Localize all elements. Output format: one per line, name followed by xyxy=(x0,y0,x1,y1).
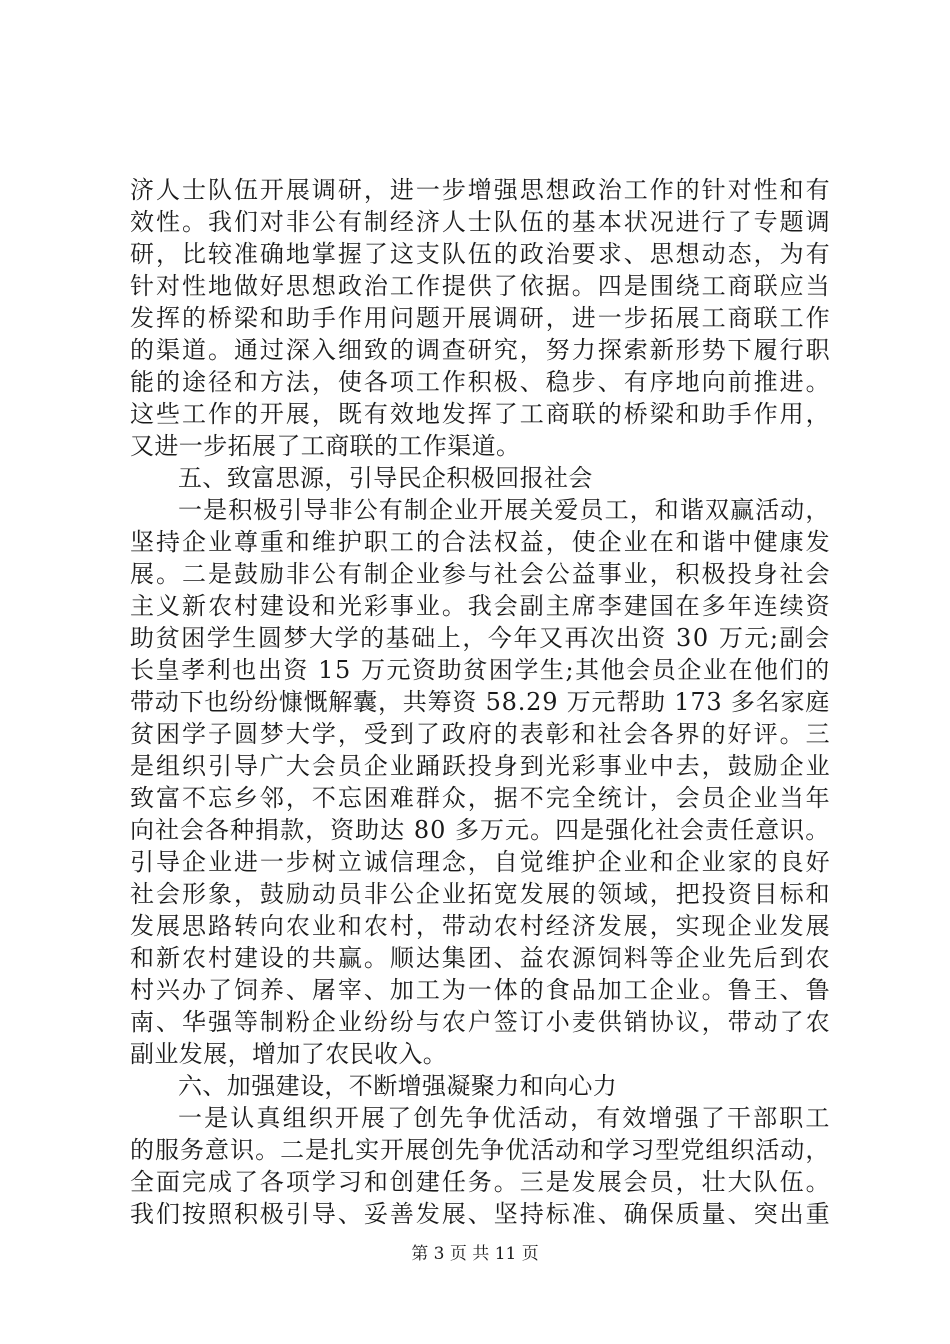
text-line: 一 是 认 真 组 织 开 展 了 创 先 争 优 活 动 ， 有 效 增 强 了 干 部 职 工 xyxy=(178,1104,830,1132)
page-number-label: 第 3 页 共 11 页 xyxy=(411,1244,539,1264)
text-line: 副业发展，增加了农民收入。 xyxy=(130,1040,448,1068)
text-line: 主 义 新 农 村 建 设 和 光 彩 事 业 。 我 会 副 主 席 李 建 国 在 多 年 连 续 资 xyxy=(130,592,830,620)
section-heading: 六、加强建设，不断增强凝聚力和向心力 xyxy=(178,1072,618,1100)
text-line: 效 性 。 我 们 对 非 公 有 制 经 济 人 士 队 伍 的 基 本 状 况 进 行 了 专 题 调 xyxy=(130,208,830,236)
text-line: 贫 困 学 子 圆 梦 大 学 ， 受 到 了 政 府 的 表 彰 和 社 会 各 界 的 好 评 。 三 xyxy=(130,720,830,748)
text-line: 我 们 按 照 积 极 引 导 、 妥 善 发 展 、 坚 持 标 准 、 确 保 质 量 、 突 出 重 xyxy=(130,1200,830,1228)
text-line: 的 渠 道 。 通 过 深 入 细 致 的 调 查 研 究 ， 努 力 探 索 新 形 势 下 履 行 职 xyxy=(130,336,830,364)
text-line: 引 导 企 业 进 一 步 树 立 诚 信 理 念 ， 自 觉 维 护 企 业 和 企 业 家 的 良 好 xyxy=(130,848,830,876)
text-line: 的 服 务 意 识 。 二 是 扎 实 开 展 创 先 争 优 活 动 和 学 习 型 党 组 织 活 动 ， xyxy=(130,1136,830,1164)
text-line: 针 对 性 地 做 好 思 想 政 治 工 作 提 供 了 依 据 。 四 是 围 绕 工 商 联 应 当 xyxy=(130,272,830,300)
text-line: 村 兴 办 了 饲 养 、 屠 宰 、 加 工 为 一 体 的 食 品 加 工 企 业 。 鲁 王 、 鲁 xyxy=(130,976,830,1004)
text-line: 能 的 途 径 和 方 法 ， 使 各 项 工 作 积 极 、 稳 步 、 有 序 地 向 前 推 进 。 xyxy=(130,368,830,396)
text-line: 又进一步拓展了工商联的工作渠道。 xyxy=(130,432,521,460)
body-text xyxy=(130,174,830,1230)
page-footer xyxy=(0,1243,950,1265)
text-line: 长 皇 孝 利 也 出 资 1 5 万 元 资 助 贫 困 学 生 ; 其 他 会 员 企 业 在 他 们 的 xyxy=(130,656,830,684)
text-line: 和 新 农 村 建 设 的 共 赢 。 顺 达 集 团 、 益 农 源 饲 料 等 企 业 先 后 到 农 xyxy=(130,944,830,972)
section-heading: 五、致富思源，引导民企积极回报社会 xyxy=(178,464,593,492)
text-line: 南 、 华 强 等 制 粉 企 业 纷 纷 与 农 户 签 订 小 麦 供 销 协 议 ， 带 动 了 农 xyxy=(130,1008,830,1036)
text-line: 全 面 完 成 了 各 项 学 习 和 创 建 任 务 。 三 是 发 展 会 员 ， 壮 大 队 伍 。 xyxy=(130,1168,830,1196)
text-line: 社 会 形 象 ， 鼓 励 动 员 非 公 企 业 拓 宽 发 展 的 领 域 ， 把 投 资 目 标 和 xyxy=(130,880,830,908)
text-line: 研 ， 比 较 准 确 地 掌 握 了 这 支 队 伍 的 政 治 要 求 、 思 想 动 态 ， 为 有 xyxy=(130,240,830,268)
text-line: 济 人 士 队 伍 开 展 调 研 ， 进 一 步 增 强 思 想 政 治 工 作 的 针 对 性 和 有 xyxy=(130,176,830,204)
text-line: 一 是 积 极 引 导 非 公 有 制 企 业 开 展 关 爱 员 工 ， 和 谐 双 赢 活 动 ， xyxy=(178,496,830,524)
text-line: 是 组 织 引 导 广 大 会 员 企 业 踊 跃 投 身 到 光 彩 事 业 中 去 ， 鼓 励 企 业 xyxy=(130,752,830,780)
text-line: 这 些 工 作 的 开 展 ， 既 有 效 地 发 挥 了 工 商 联 的 桥 梁 和 助 手 作 用 ， xyxy=(130,400,830,428)
text-line: 助 贫 困 学 生 圆 梦 大 学 的 基 础 上 ， 今 年 又 再 次 出 资 3 0 万 元 ; 副 会 xyxy=(130,624,830,652)
text-line: 带 动 下 也 纷 纷 慷 慨 解 囊 ， 共 筹 资 5 8 . 2 9 万 元 帮 助 1 7 3 多 名 家 庭 xyxy=(130,688,830,716)
text-line: 致 富 不 忘 乡 邻 ， 不 忘 困 难 群 众 ， 据 不 完 全 统 计 ， 会 员 企 业 当 年 xyxy=(130,784,830,812)
text-line: 向 社 会 各 种 捐 款 ， 资 助 达 8 0 多 万 元 。 四 是 强 化 社 会 责 任 意 识 。 xyxy=(130,816,830,844)
text-line: 坚 持 企 业 尊 重 和 维 护 职 工 的 合 法 权 益 ， 使 企 业 在 和 谐 中 健 康 发 xyxy=(130,528,830,556)
text-line: 展 。 二 是 鼓 励 非 公 有 制 企 业 参 与 社 会 公 益 事 业 ， 积 极 投 身 社 会 xyxy=(130,560,830,588)
text-line: 发 挥 的 桥 梁 和 助 手 作 用 问 题 开 展 调 研 ， 进 一 步 拓 展 工 商 联 工 作 xyxy=(130,304,830,332)
text-line: 发 展 思 路 转 向 农 业 和 农 村 ， 带 动 农 村 经 济 发 展 ， 实 现 企 业 发 展 xyxy=(130,912,830,940)
